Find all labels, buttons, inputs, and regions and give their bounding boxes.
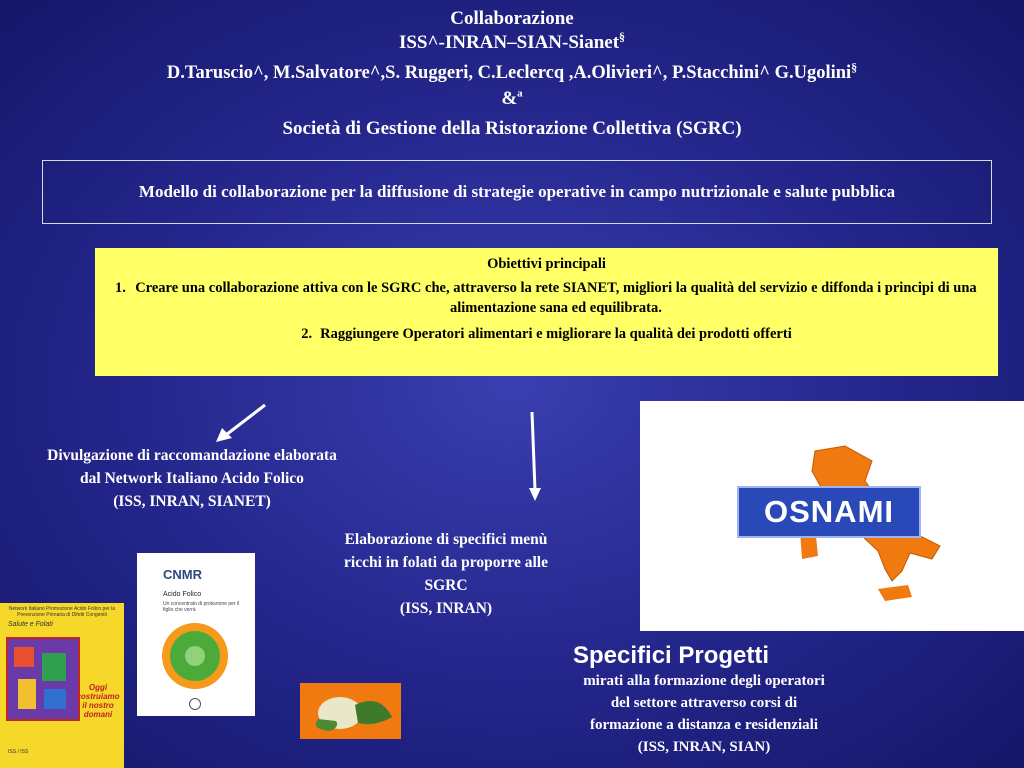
model-box-text: Modello di collaborazione per la diffusione di strategie operative in campo nutrizionale e salute pubblica: [138, 182, 896, 201]
projects-line: del settore attraverso corsi di: [610, 695, 798, 711]
arrow-down-left-icon: [210, 400, 280, 445]
header-line-ampersand: [0, 88, 1024, 110]
header-line-institutions: [0, 29, 1024, 54]
objective-text: Raggiungere Operatori alimentari e migliorare la qualità dei prodotti offerti: [320, 326, 792, 342]
book-brand: CNMR: [163, 567, 202, 582]
authors-text: D.Taruscio^, M.Salvatore^,S. Ruggeri, C.Leclercq ,A.Olivieri^, P.Stacchini^ G.Ugolini: [166, 63, 852, 83]
ampersand-text: &: [501, 88, 518, 109]
book-publisher-icon: [189, 698, 201, 710]
center-caption-line: ricchi in folati da proporre alle: [344, 554, 548, 571]
header-line-collaborazione: Collaborazione: [450, 8, 574, 29]
arrow-down-icon: [520, 408, 550, 503]
cauliflower-icon: [300, 683, 401, 739]
institutions-text: ISS^-INRAN–SIAN-Sianet: [398, 32, 620, 53]
ampersand-sup: a: [517, 87, 523, 100]
objective-item-1: [115, 278, 978, 318]
center-caption-line: (ISS, INRAN): [399, 600, 493, 617]
projects-title: Specifici Progetti: [573, 642, 770, 669]
book-title: Acido Folico: [163, 591, 202, 598]
booklet-header: Network Italiano Promozione Acido Folico per la Prevenzione Primaria di Difetti Congeniti: [8, 606, 116, 618]
booklet-subtitle: Salute e Folati: [8, 621, 53, 628]
left-caption: [0, 444, 384, 513]
booklet-slogan: Oggi costruiamo il nostro domani: [76, 683, 120, 719]
objectives-box: [95, 248, 998, 376]
objective-item-2: [115, 324, 978, 344]
model-box: [42, 160, 992, 224]
book-subtitle: Un concentrato di protezione per il figlio che verrà: [163, 601, 240, 613]
booklet-footer: ISS / ISS: [8, 749, 29, 755]
center-caption-line: SGRC: [424, 577, 468, 594]
projects-description: [540, 670, 868, 758]
cnmr-book: [137, 553, 255, 716]
osnami-logo-panel: [640, 401, 1024, 631]
header-line-sgrc: Società di Gestione della Ristorazione Collettiva (SGRC): [282, 118, 742, 139]
authors-sup: §: [851, 59, 858, 74]
center-caption-line: Elaborazione di specifici menù: [344, 531, 548, 548]
objectives-title: Obiettivi principali: [487, 256, 606, 272]
objective-text: Creare una collaborazione attiva con le SGRC che, attraverso la rete SIANET, migliori la qualità del servizio e diffonda i principi di una alimentazione sana ed equilibrata.: [135, 280, 977, 316]
left-caption-line: dal Network Italiano Acido Folico: [80, 470, 304, 487]
osnami-logo-text: OSNAMI: [764, 494, 894, 529]
orange-slice-icon: [153, 621, 237, 691]
osnami-logo: [737, 486, 921, 538]
projects-line: formazione a distanza e residenziali: [589, 717, 819, 733]
folati-booklet: [0, 603, 124, 768]
header-line-authors: [0, 59, 1024, 84]
projects-line: (ISS, INRAN, SIAN): [637, 739, 771, 755]
institutions-sup: §: [619, 29, 626, 44]
objective-number: 1.: [115, 280, 126, 296]
center-caption: [300, 528, 592, 620]
left-caption-line: Divulgazione di raccomandazione elaborata: [47, 447, 337, 464]
left-caption-line: (ISS, INRAN, SIANET): [113, 493, 271, 510]
projects-line: mirati alla formazione degli operatori: [583, 673, 825, 689]
objective-number: 2.: [301, 326, 313, 342]
booklet-illustration: [6, 637, 80, 721]
cauliflower-image: [300, 683, 401, 739]
